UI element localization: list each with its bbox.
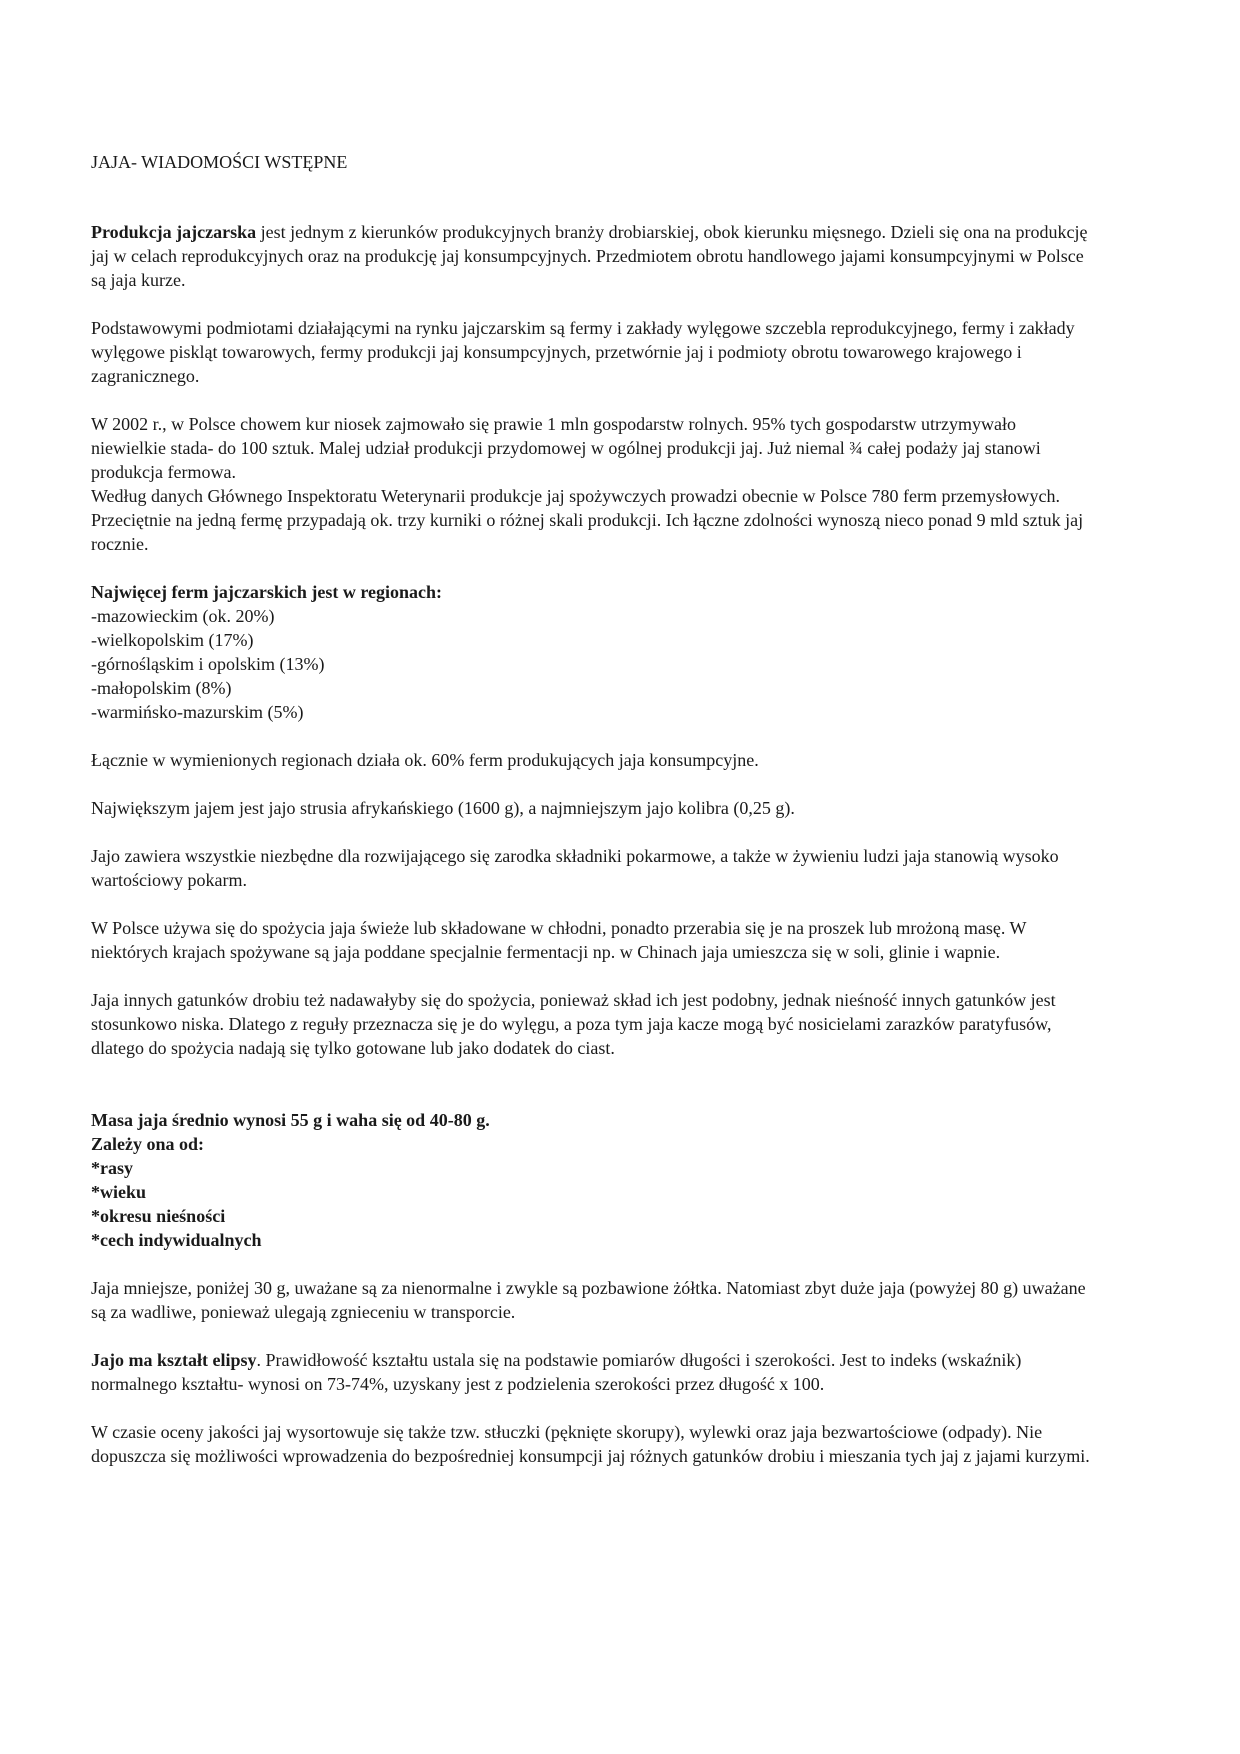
list-item: *rasy: [91, 1158, 133, 1178]
paragraph-other-species: Jaja innych gatunków drobiu też nadawałyby się do spożycia, ponieważ skład ich jest podobny, jednak nieśność innych gatunków jest stosunkowo niska. Dlatego z reguły przeznacza się je do wylęgu, a poza tym jaja kacze mogą być nosicielami zarazków paratyfusów, dlatego do spożycia nadają się tylko gotowane lub jako dodatek do ciast.: [91, 990, 1056, 1058]
document-title: JAJA- WIADOMOŚCI WSTĘPNE: [91, 152, 348, 172]
list-item: *okresu nieśności: [91, 1206, 226, 1226]
paragraph-production: [91, 220, 1090, 292]
paragraph-egg-shape-text: . Prawidłowość kształtu ustala się na podstawie pomiarów długości i szerokości. Jest to indeks (wskaźnik) normalnego kształtu- wynosi on 73-74%, uzyskany jest z podzielenia szerokości przez długość x 100.: [91, 1350, 1022, 1394]
paragraph-egg-sizes: Największym jajem jest jajo strusia afrykańskiego (1600 g), a najmniejszym jajo kolibra (0,25 g).: [91, 798, 795, 818]
list-item: -górnośląskim i opolskim (13%): [91, 654, 325, 674]
paragraph-quality-assessment: W czasie oceny jakości jaj wysortowuje się także tzw. stłuczki (pęknięte skorupy), wylewki oraz jaja bezwartościowe (odpady). Nie dopuszcza się możliwości wprowadzenia do bezpośredniej konsumpcji jaj różnych gatunków drobiu i mieszania tych jaj z jajami kurzymi.: [91, 1422, 1090, 1466]
term-egg-shape: Jajo ma kształt elipsy: [91, 1350, 257, 1370]
list-item: -wielkopolskim (17%): [91, 630, 254, 650]
paragraph-egg-shape: [91, 1348, 1090, 1396]
paragraph-market-entities: Podstawowymi podmiotami działającymi na rynku jajczarskim są fermy i zakłady wylęgowe szczebla reprodukcyjnego, fermy i zakłady wylęgowe piskląt towarowych, fermy produkcji jaj konsumpcyjnych, przetwórnie jaj i podmioty obrotu towarowego krajowego i zagranicznego.: [91, 318, 1075, 386]
term-egg-production: Produkcja jajczarska: [91, 222, 257, 242]
mass-factors-list: [91, 1108, 1090, 1252]
paragraph-abnormal-eggs: Jaja mniejsze, poniżej 30 g, uważane są za nienormalne i zwykle są pozbawione żółtka. Natomiast zbyt duże jaja (powyżej 80 g) uważane są za wadliwe, ponieważ ulegają zgnieceniu w transporcie.: [91, 1278, 1086, 1322]
paragraph-nutrition: Jajo zawiera wszystkie niezbędne dla rozwijającego się zarodka składniki pokarmowe, a także w żywieniu ludzi jaja stanowią wysoko wartościowy pokarm.: [91, 846, 1059, 890]
list-item: *wieku: [91, 1182, 147, 1202]
list-item: -warmińsko-mazurskim (5%): [91, 702, 304, 722]
regions-heading: Najwięcej ferm jajczarskich jest w regionach:: [91, 582, 443, 602]
mass-heading: Masa jaja średnio wynosi 55 g i waha się od 40-80 g.: [91, 1110, 490, 1130]
list-item: -małopolskim (8%): [91, 678, 232, 698]
paragraph-statistics-2002: W 2002 r., w Polsce chowem kur niosek zajmowało się prawie 1 mln gospodarstw rolnych. 95% tych gospodarstw utrzymywało niewielkie stada- do 100 sztuk. Malej udział produkcji przydomowej w ogólnej produkcji jaj. Już niemal ¾ całej podaży jaj stanowi produkcja fermowa.: [91, 414, 1041, 482]
regions-list: [91, 580, 1090, 724]
paragraph-consumption-poland: W Polsce używa się do spożycia jaja świeże lub składowane w chłodni, ponadto przerabia się je na proszek lub mrożoną masę. W niektórych krajach spożywane są jaja poddane specjalnie fermentacji np. w Chinach jaja umieszcza się w soli, glinie i wapnie.: [91, 918, 1027, 962]
paragraph-regions-total: Łącznie w wymienionych regionach działa ok. 60% ferm produkujących jaja konsumpcyjne.: [91, 750, 759, 770]
list-item: *cech indywidualnych: [91, 1230, 262, 1250]
paragraph-production-text: jest jednym z kierunków produkcyjnych branży drobiarskiej, obok kierunku mięsnego. Dzieli się ona na produkcję jaj w celach reprodukcyjnych oraz na produkcję jaj konsumpcyjnych. Przedmiotem obrotu handlowego jajami konsumpcyjnymi w Polsce są jaja kurze.: [91, 222, 1088, 290]
mass-depends-heading: Zależy ona od:: [91, 1134, 205, 1154]
list-item: -mazowieckim (ok. 20%): [91, 606, 275, 626]
paragraph-veterinary-data: Według danych Głównego Inspektoratu Weterynarii produkcje jaj spożywczych prowadzi obecnie w Polsce 780 ferm przemysłowych. Przeciętnie na jedną fermę przypadają ok. trzy kurniki o różnej skali produkcji. Ich łączne zdolności wynoszą nieco ponad 9 mld sztuk jaj rocznie.: [91, 486, 1084, 554]
